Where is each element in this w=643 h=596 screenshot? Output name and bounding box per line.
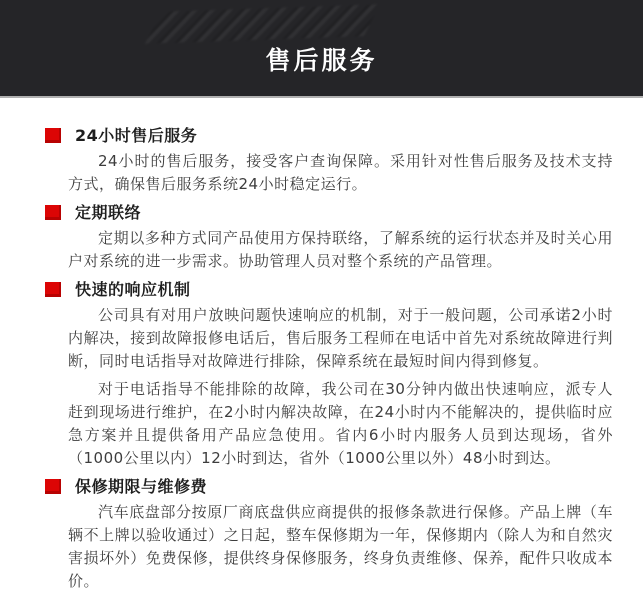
section-heading-row [45,202,613,223]
section-heading-row [45,279,613,300]
red-square-bullet-icon [45,282,61,297]
red-square-bullet-icon [45,479,61,494]
section-paragraph: 汽车底盘部分按原厂商底盘供应商提供的报修条款进行保修。产品上牌（车辆不上牌以验收通过）之日起，整车保修期为一年，保修期内（除人为和自然灾害损坏外）免费保修，提供终身保修服务，终身负责维修、保养，配件只收成本价。 [68,503,613,590]
document-body [0,98,643,593]
section-paragraph: 公司具有对用户放映问题快速响应的机制，对于一般问题，公司承诺2小时内解决，接到故障报修电话后，售后服务工程师在电话中首先对系统故障进行判断，同时电话指导对故障进行排除，保障系统在最短时间内得到修复。 [68,306,613,370]
section-heading: 保修期限与维修费 [75,477,208,496]
section-heading: 快速的响应机制 [75,280,191,299]
section-paragraph: 对于电话指导不能排除的故障，我公司在30分钟内做出快速响应，派专人赶到现场进行维护，在2小时内解决故障，在24小时内不能解决的，提供临时应急方案并且提供备用产品应急使用。省内6小时内服务人员到达现场，省外（1000公里以内）12小时到达，省外（1000公里以外）48小时到达。 [68,380,613,467]
header-banner [0,0,643,98]
section-heading: 24小时售后服务 [75,126,198,145]
section-heading-row [45,125,613,146]
page-title: 售后服务 [265,46,378,75]
section-rapid-response [45,279,613,470]
red-square-bullet-icon [45,205,61,220]
section-regular-contact [45,202,613,273]
red-square-bullet-icon [45,128,61,143]
section-heading: 定期联络 [75,203,142,222]
section-warranty [45,476,613,593]
section-paragraph: 24小时的售后服务，接受客户查询保障。采用针对性售后服务及技术支持方式，确保售后服务系统24小时稳定运行。 [68,152,613,193]
section-heading-row [45,476,613,497]
section-24h-service [45,125,613,196]
section-paragraph: 定期以多种方式同产品使用方保持联络，了解系统的运行状态并及时关心用户对系统的进一步需求。协助管理人员对整个系统的产品管理。 [68,229,613,270]
